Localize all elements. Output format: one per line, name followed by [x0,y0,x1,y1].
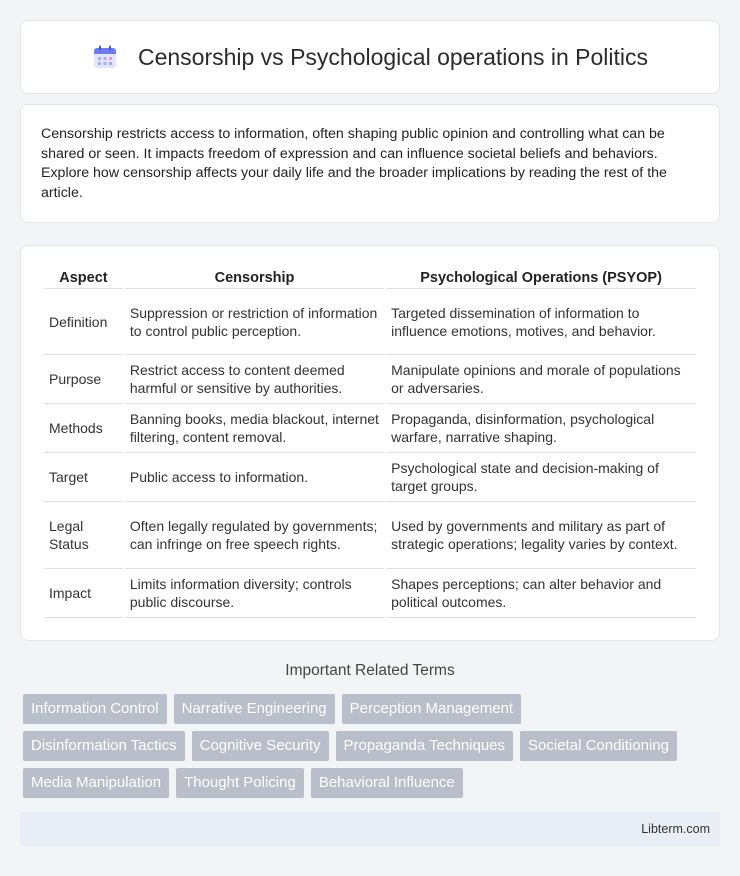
table-row [44,502,696,569]
cell-aspect: Impact [44,569,123,618]
tag-narrative-engineering[interactable]: Narrative Engineering [174,694,335,724]
tag-disinformation-tactics[interactable]: Disinformation Tactics [23,731,185,761]
tag-propaganda-techniques[interactable]: Propaganda Techniques [336,731,514,761]
related-terms-list [23,694,723,805]
tag-row [23,731,723,761]
tag-row [23,768,723,798]
intro-card [20,104,720,223]
cell-psyop: Used by governments and military as part of strategic operations; legality varies by context. [386,502,696,569]
cell-aspect: Methods [44,404,123,453]
cell-censorship: Banning books, media blackout, internet filtering, content removal. [125,404,384,453]
tag-information-control[interactable]: Information Control [23,694,167,724]
page-title: Censorship vs Psychological operations in Politics [137,43,649,70]
cell-censorship: Public access to information. [125,453,384,502]
header-censorship: Censorship [125,266,384,289]
cell-censorship: Limits information diversity; controls public discourse. [125,569,384,618]
tag-behavioral-influence[interactable]: Behavioral Influence [311,768,463,798]
cell-psyop: Psychological state and decision-making of target groups. [386,453,696,502]
cell-censorship: Restrict access to content deemed harmful or sensitive by authorities. [125,355,384,404]
table-row [44,453,696,502]
tag-cognitive-security[interactable]: Cognitive Security [192,731,329,761]
table-row [44,289,696,355]
cell-psyop: Propaganda, disinformation, psychological warfare, narrative shaping. [386,404,696,453]
cell-psyop: Manipulate opinions and morale of populations or adversaries. [386,355,696,404]
header-psyop: Psychological Operations (PSYOP) [386,266,696,289]
table-row [44,355,696,404]
related-terms-title: Important Related Terms [285,662,455,679]
cell-aspect: Purpose [44,355,123,404]
footer [20,812,720,846]
tag-societal-conditioning[interactable]: Societal Conditioning [520,731,677,761]
intro-text: Censorship restricts access to information, often shaping public opinion and controlling what can be shared or seen. It impacts freedom of expression and can influence societal beliefs and behaviors. Explore how censorship affects your daily life and the broader implications by reading the rest of the article. [41,126,667,201]
table-row [44,404,696,453]
header-card [20,20,720,94]
cell-aspect: Legal Status [44,502,123,569]
cell-aspect: Definition [44,289,123,355]
comparison-table-card [20,245,720,641]
table-header-row [44,266,696,289]
calendar-icon [92,44,118,70]
tag-perception-management[interactable]: Perception Management [342,694,521,724]
footer-site-link[interactable]: Libterm.com [641,822,710,836]
table-row [44,569,696,618]
tag-thought-policing[interactable]: Thought Policing [176,768,304,798]
cell-psyop: Shapes perceptions; can alter behavior and political outcomes. [386,569,696,618]
tag-media-manipulation[interactable]: Media Manipulation [23,768,169,798]
cell-censorship: Suppression or restriction of information to control public perception. [125,289,384,355]
cell-psyop: Targeted dissemination of information to influence emotions, motives, and behavior. [386,289,696,355]
cell-censorship: Often legally regulated by governments; can infringe on free speech rights. [125,502,384,569]
cell-aspect: Target [44,453,123,502]
comparison-table [42,266,698,618]
tag-row [23,694,723,724]
title-wrap [92,44,648,71]
header-aspect: Aspect [44,266,123,289]
